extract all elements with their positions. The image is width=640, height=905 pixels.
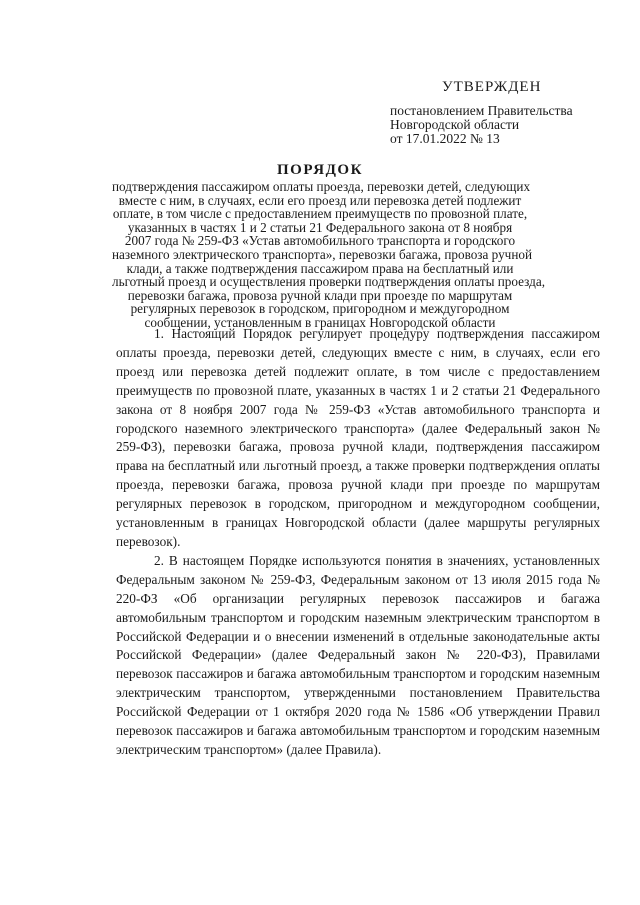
paragraph-1: 1. Настоящий Порядок регулирует процедуру подтверждения пассажиром оплаты проезда, перевозки детей, следующих вместе с ним, в случаях, если его проезд или перевозка детей подлежит оплате, в том числе с предоставлением преимуществ по провозной плате, указанных в частях 1 и 2 статьи 21 Федерального закона от 8 ноября 2007 года № 259-ФЗ «Устав автомобильного транспорта и городского наземного электрического транспорта» (далее Федеральный закон № 259-ФЗ), перевозки багажа, провоза ручной клади, подтверждения пассажиром права на бесплатный или льготный проезд, а также проверки подтверждения оплаты проезда, перевозки багажа, провоза ручной клади при проезде по маршрутам регулярных перевозок в городском, пригородном и междугородном сообщении, установленным в границах Новгородской области (далее маршруты регулярных перевозок). — [116, 326, 600, 549]
subtitle-line: клади, а также подтверждения пассажиром права на бесплатный или — [126, 260, 514, 276]
subtitle-line: перевозки багажа, провоза ручной клади при проезде по маршрутам — [127, 287, 513, 303]
approval-line: постановлением Правительства — [390, 103, 573, 118]
approval-block — [390, 80, 620, 146]
document-title: ПОРЯДОК — [277, 162, 363, 178]
subtitle-line: сообщении, установленным в границах Новгородской области — [144, 314, 496, 330]
approval-line: от 17.01.2022 № 13 — [390, 131, 500, 146]
paragraph-2: 2. В настоящем Порядке используются понятия в значениях, установленных Федеральным законом № 259-ФЗ, Федеральным законом от 13 июля 2015 года № 220-ФЗ «Об организации регулярных перевозок пассажиров и багажа автомобильным транспортом и городским наземным электрическим транспортом в Российской Федерации и о внесении изменений в отдельные законодательные акты Российской Федерации» (далее Федеральный закон № 220-ФЗ), Правилами перевозок пассажиров и багажа автомобильным транспортом и городским наземным электрическим транспортом, утвержденными постановлением Правительства Российской Федерации от 1 октября 2020 года № 1586 «Об утверждении Правил перевозок пассажиров и багажа автомобильным транспортом и городским наземным электрическим транспортом» (далее Правила). — [116, 552, 600, 757]
subtitle-line: регулярных перевозок в городском, пригородном и междугородном — [130, 301, 510, 317]
subtitle-line: льготный проезд и осуществления проверки подтверждения оплаты проезда, — [112, 274, 546, 290]
document-subtitle — [112, 179, 546, 330]
subtitle-line: вместе с ним, в случаях, если его проезд или перевозка детей подлежит — [118, 192, 522, 208]
document-body — [116, 325, 600, 760]
approved-stamp-word: УТВЕРЖДЕН — [442, 79, 542, 95]
subtitle-line: оплате, в том числе с предоставлением преимуществ по провозной плате, — [112, 206, 528, 222]
approval-line: Новгородской области — [390, 117, 520, 132]
subtitle-line: подтверждения пассажиром оплаты проезда, перевозки детей, следующих — [112, 179, 531, 194]
subtitle-line: наземного электрического транспорта», перевозки багажа, провоза ручной — [112, 246, 533, 262]
subtitle-line: 2007 года № 259-ФЗ «Устав автомобильного транспорта и городского — [124, 233, 516, 249]
subtitle-line: указанных в частях 1 и 2 статьи 21 Федерального закона от 8 ноября — [127, 219, 513, 235]
